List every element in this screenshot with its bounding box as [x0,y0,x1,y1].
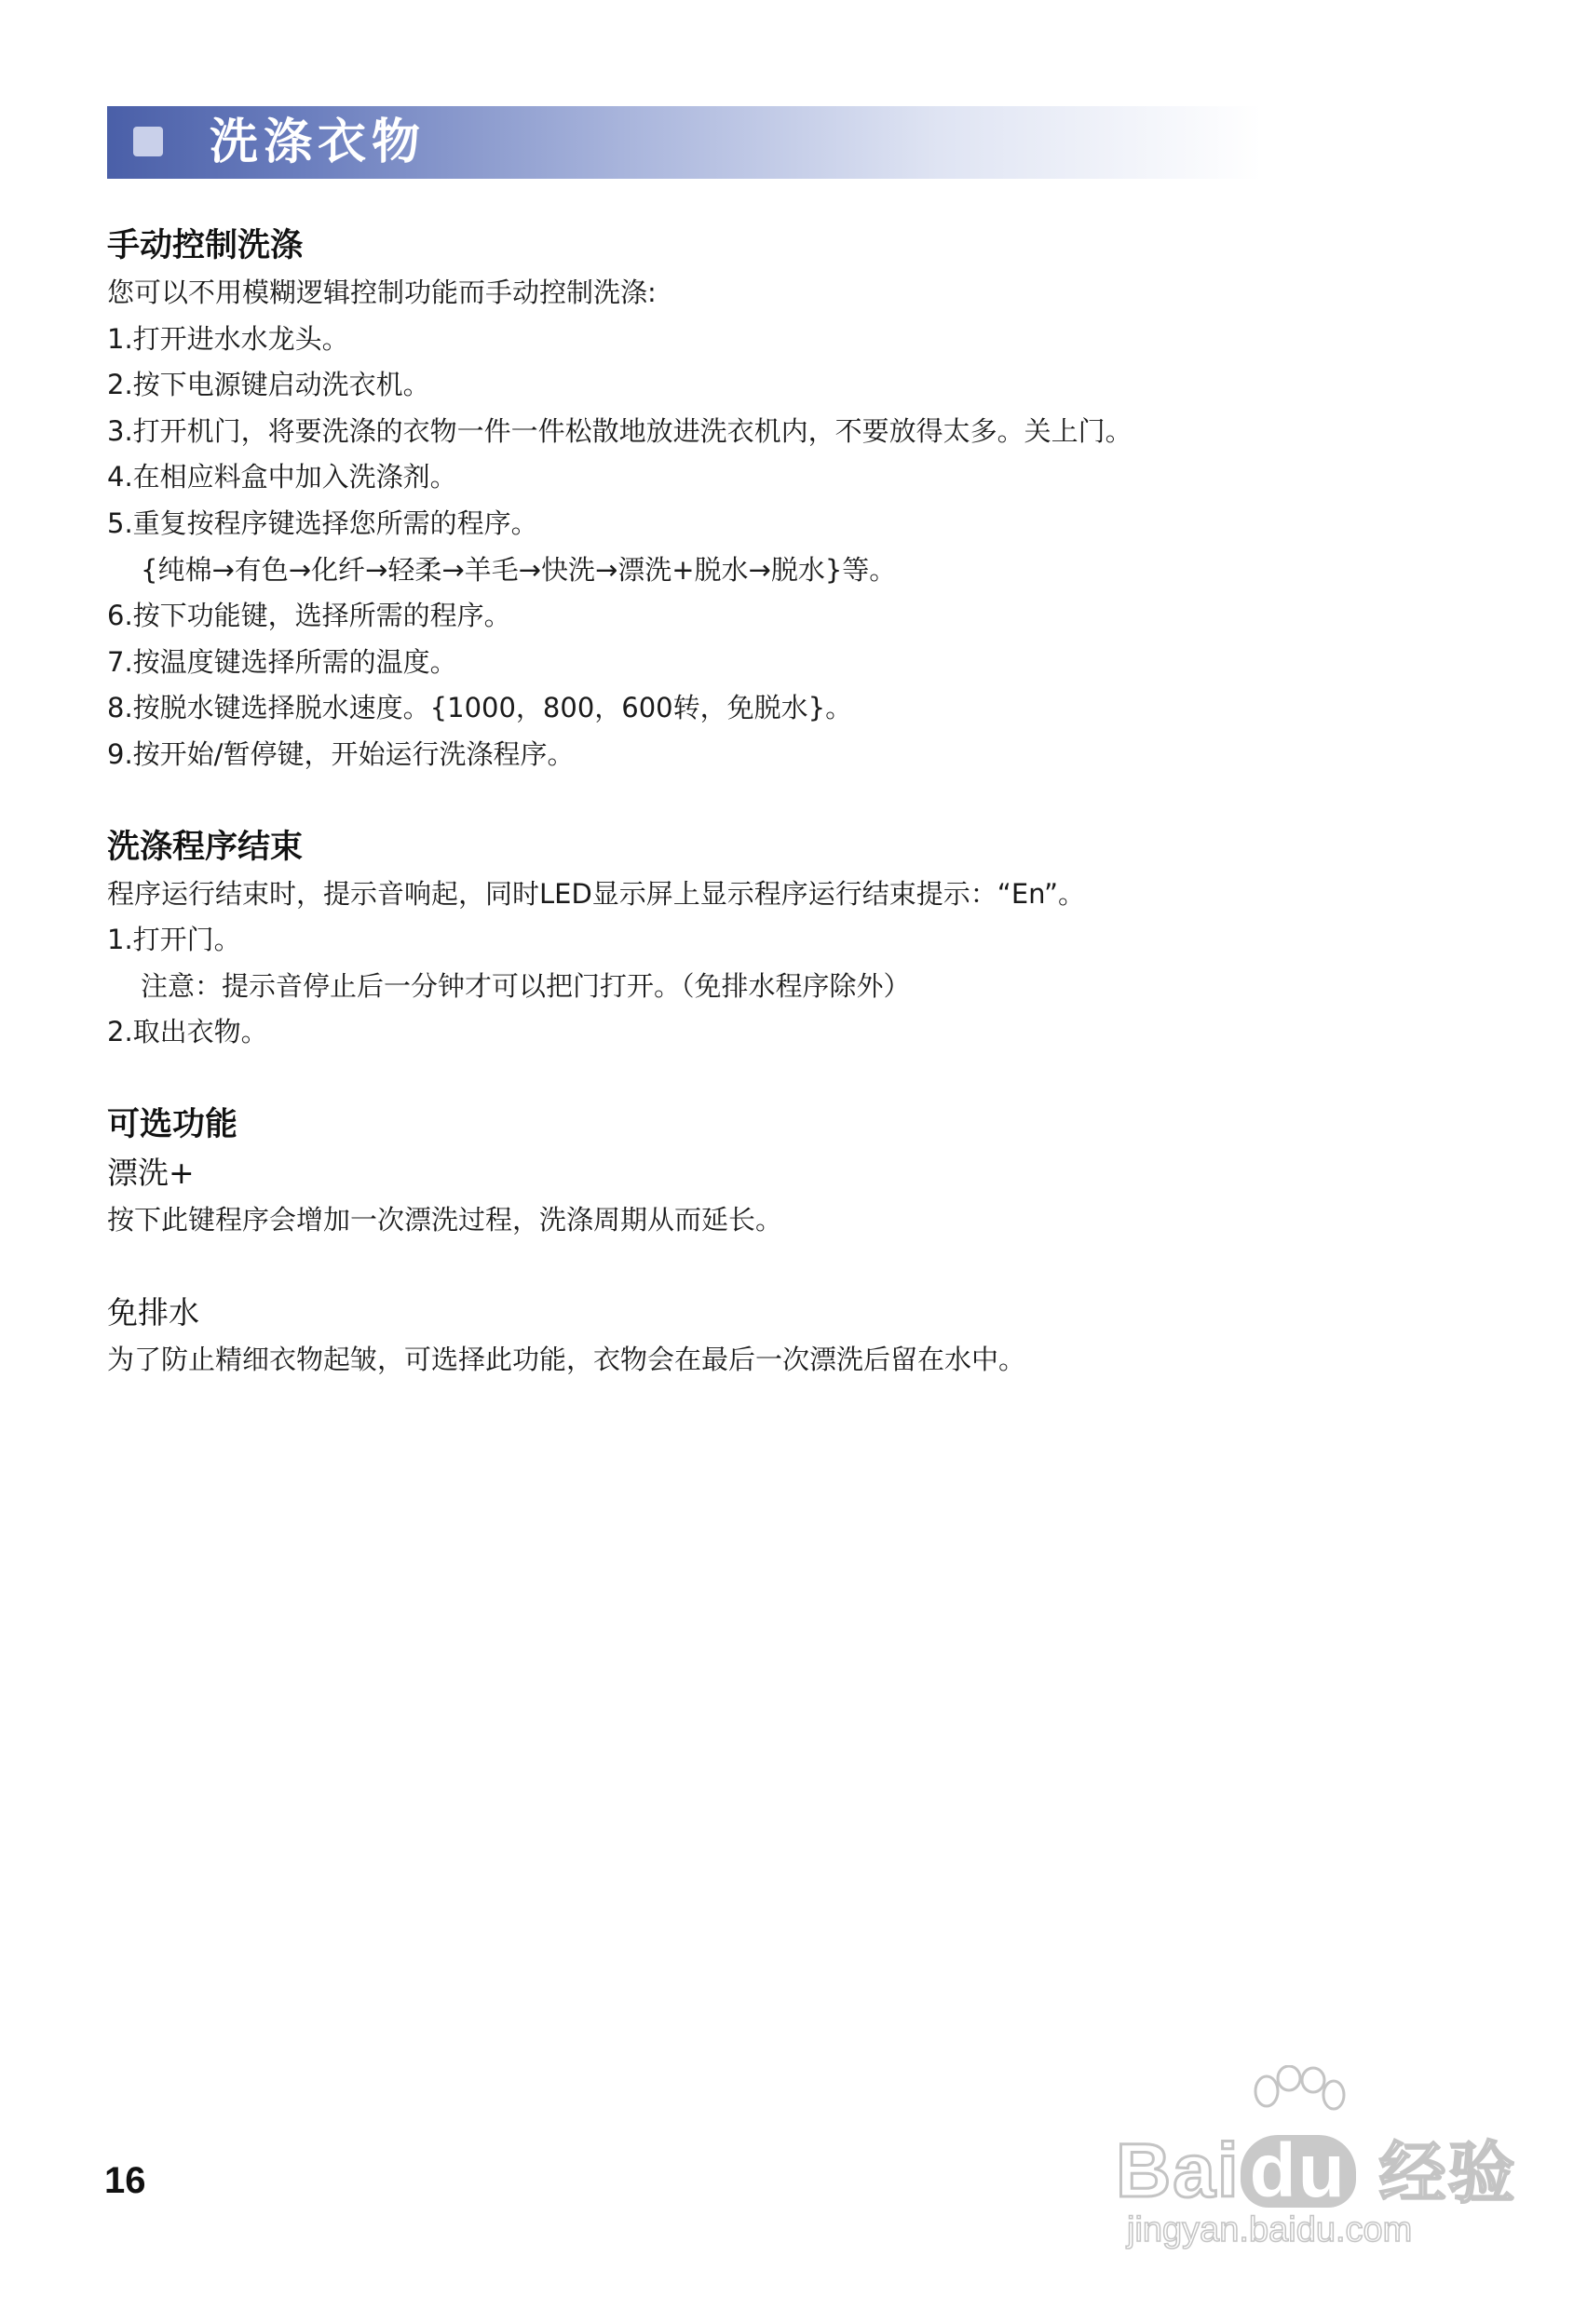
watermark-logo-du: du [1241,2135,1356,2208]
section-header-bar [107,106,1262,179]
step-line: 9.按开始/暂停键，开始运行洗涤程序。 [107,737,575,770]
step-line: 1.打开门。 [107,924,241,956]
step-line: 3.打开机门，将要洗涤的衣物一件一件松散地放进洗衣机内，不要放得太多。关上门。 [107,414,1133,447]
page-number: 16 [104,2160,146,2201]
watermark-url: jingyan.baidu.com [1127,2210,1413,2250]
section-title: 洗涤程序结束 [107,828,304,866]
watermark-logo-jingyan: 经验 [1378,2134,1517,2212]
section-title: 手动控制洗涤 [107,227,304,264]
baidu-jingyan-watermark [1116,2065,1517,2261]
text-line: 按下此键程序会增加一次漂洗过程，洗涤周期从而延长。 [107,1203,783,1236]
text-line: 为了防止精细衣物起皱，可选择此功能，衣物会在最后一次漂洗后留在水中。 [107,1343,1026,1375]
section-manual-wash [107,222,1485,778]
section-program-end [107,823,1485,1056]
watermark-logo-bai: Bai [1116,2128,1241,2213]
subsection-title-no-drain: 免排水 [107,1293,199,1331]
note-line: 注意：提示音停止后一分钟才可以把门打开。（免排水程序除外） [141,969,911,1002]
step-line: 8.按脱水键选择脱水速度。{1000，800，600转，免脱水}。 [107,692,853,724]
step-line: 7.按温度键选择所需的温度。 [107,645,457,678]
program-sequence-line: {纯棉→有色→化纤→轻柔→羊毛→快洗→漂洗+脱水→脱水}等。 [141,553,897,586]
document-body [107,222,1485,1427]
page-title: 洗涤衣物 [210,115,427,170]
section-no-drain [107,1289,1485,1384]
subsection-title-rinse-plus: 漂洗+ [107,1154,195,1191]
step-line: 5.重复按程序键选择您所需的程序。 [107,507,538,539]
step-line: 2.按下电源键启动洗衣机。 [107,369,430,401]
section-optional-functions [107,1101,1485,1244]
section-title: 可选功能 [107,1105,238,1143]
text-line: 程序运行结束时，提示音响起，同时LED显示屏上显示程序运行结束提示：“En”。 [107,877,1085,910]
header-square-icon [133,127,163,156]
step-line: 6.按下功能键，选择所需的程序。 [107,600,511,632]
step-line: 4.在相应料盒中加入洗涤剂。 [107,461,457,493]
step-line: 1.打开进水水龙头。 [107,322,349,355]
text-line: 您可以不用模糊逻辑控制功能而手动控制洗涤: [107,277,657,308]
watermark-logo [1116,2119,1517,2216]
step-line: 2.取出衣物。 [107,1016,268,1048]
